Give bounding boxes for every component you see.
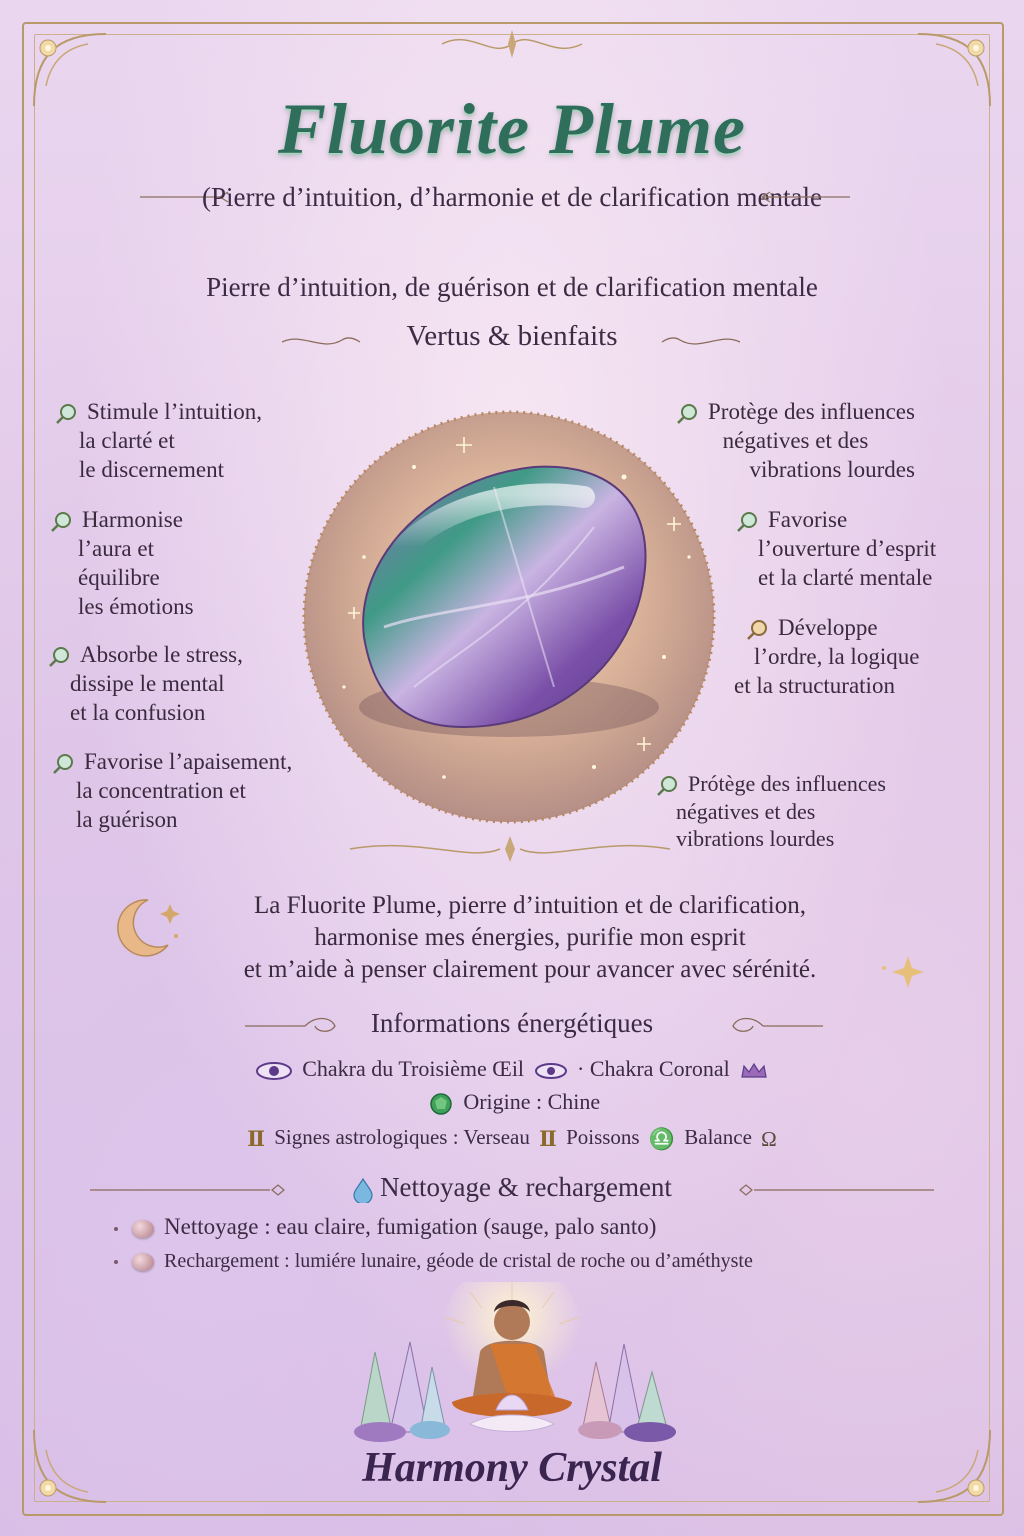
magnifier-icon bbox=[746, 618, 772, 642]
divider-ornament bbox=[340, 832, 680, 866]
virtues-flourish-right bbox=[660, 330, 740, 352]
gem-icon bbox=[428, 1092, 454, 1116]
magnifier-icon bbox=[50, 510, 76, 534]
gemini-icon: Ⅱ bbox=[539, 1127, 557, 1152]
energy-heading: Informations énergétiques bbox=[370, 1008, 654, 1038]
cleaning-item-2: Rechargement : lumiére lunaire, géode de cristal de roche ou d’améthyste bbox=[114, 1250, 753, 1273]
crescent-moon-icon bbox=[108, 890, 188, 960]
gemini-icon: Ⅱ bbox=[247, 1127, 265, 1152]
cleaning-heading: Nettoyage & rechargement bbox=[0, 1172, 1024, 1203]
sparkle-icon bbox=[872, 950, 932, 990]
top-ornament bbox=[432, 24, 592, 64]
omega-icon: Ω bbox=[761, 1126, 777, 1151]
tagline: Pierre d’intuition, de guérison et de clarification mentale bbox=[206, 272, 818, 302]
cleaning-flourish-right bbox=[734, 1182, 934, 1198]
virtue-left-3: Absorbe le stress, dissipe le mental et la confusion bbox=[48, 640, 243, 727]
astro-label: Signes astrologiques : Verseau bbox=[274, 1125, 530, 1149]
origin-text: Origine : Chine bbox=[463, 1089, 601, 1114]
meditation-illustration bbox=[320, 1282, 704, 1442]
astro-sign-pisces: Poissons bbox=[566, 1125, 640, 1149]
virtue-right-1: Protège des influences négatives et des vibrations lourdes bbox=[676, 397, 915, 484]
magnifier-icon bbox=[52, 752, 78, 776]
water-drop-icon bbox=[352, 1177, 374, 1203]
crown-icon bbox=[739, 1061, 769, 1081]
affirmation-line-3: et m’aide à penser clairement pour avancer avec sérénité. bbox=[243, 956, 817, 983]
virtues-heading: Vertus & bienfaits bbox=[406, 320, 618, 352]
virtue-left-4: Favorise l’apaisement, la concentration et la guérison bbox=[52, 747, 292, 834]
virtue-right-3: Développe l’ordre, la logique et la structuration bbox=[734, 615, 920, 698]
origin-line bbox=[0, 1089, 1024, 1116]
astro-line bbox=[0, 1125, 1024, 1152]
chakra-third-eye: Chakra du Troisième Œil bbox=[302, 1056, 525, 1081]
affirmation-text bbox=[180, 890, 880, 986]
magnifier-icon bbox=[736, 510, 762, 534]
libra-icon: ♎ bbox=[648, 1126, 676, 1151]
fluorite-stone-illustration bbox=[294, 407, 724, 827]
subtitle: (Pierre d’intuition, d’harmonie et de clarification mentale bbox=[201, 182, 822, 212]
eye-icon bbox=[534, 1062, 568, 1080]
astro-sign-libra: Balance bbox=[684, 1125, 752, 1149]
chakras-line bbox=[0, 1056, 1024, 1082]
bullet-dot bbox=[114, 1227, 118, 1231]
subtitle-flourish-right bbox=[760, 190, 850, 204]
brand-signature: Harmony Crystal bbox=[362, 1445, 662, 1491]
virtue-left-1: Stimule l’intuition, la clarté et le discernement bbox=[55, 397, 262, 484]
affirmation-line-2: harmonise mes énergies, purifie mon esprit bbox=[314, 924, 746, 951]
virtue-right-4: Prótège des influences négatives et des vibrations lourdes bbox=[656, 770, 886, 852]
pebble-icon bbox=[132, 1220, 154, 1238]
chakra-crown: Chakra Coronal bbox=[589, 1056, 730, 1081]
bullet-dot bbox=[114, 1260, 118, 1264]
magnifier-icon bbox=[55, 402, 81, 426]
eye-icon bbox=[255, 1061, 293, 1081]
pebble-icon bbox=[132, 1253, 154, 1271]
virtue-right-2: Favorise l’ouverture d’esprit et la clarté mentale bbox=[736, 505, 936, 592]
magnifier-icon bbox=[48, 645, 74, 669]
cleaning-item-1: Nettoyage : eau claire, fumigation (sauge, palo santo) bbox=[114, 1214, 656, 1240]
virtue-left-2: Harmonise l’aura et équilibre les émotions bbox=[50, 505, 194, 621]
chakra-separator: · bbox=[577, 1056, 585, 1081]
affirmation-line-1: La Fluorite Plume, pierre d’intuition et de clarification, bbox=[254, 892, 806, 919]
page-title: Fluorite Plume bbox=[277, 89, 747, 169]
energy-flourish-right bbox=[728, 1016, 823, 1036]
